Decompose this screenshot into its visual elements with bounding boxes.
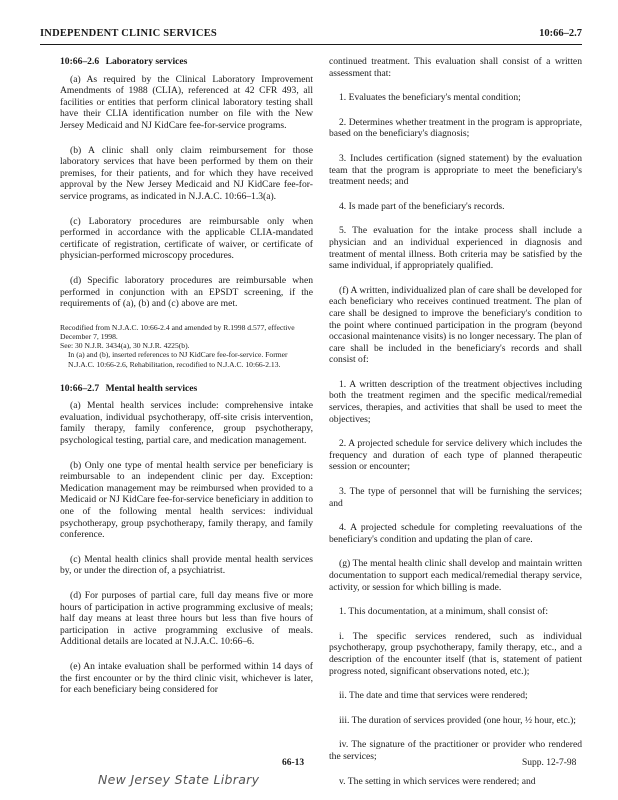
list-item: 2. A projected schedule for service delivery which includes the frequency and duration of each type of planned therapeutic session or encounter; [329, 438, 582, 473]
section-title: Laboratory services [105, 56, 188, 67]
list-item: 2. Determines whether treatment in the program is appropriate, based on the beneficiary's diagnosis; [329, 116, 582, 140]
section-number: 10:66–2.6 [60, 56, 100, 67]
running-header [40, 28, 582, 44]
right-column [329, 56, 582, 800]
supplement-date: Supp. 12-7-98 [522, 758, 577, 768]
library-stamp: New Jersey State Library [98, 772, 260, 787]
history-line: Recodified from N.J.A.C. 10:66-2.4 and amended by R.1998 d.577, effective December 7, 1998. [60, 322, 295, 341]
paragraph: (c) Mental health clinics shall provide mental health services by, or under the direction of, a psychiatrist. [60, 553, 313, 577]
list-item: iii. The duration of services provided (one hour, ½ hour, etc.); [339, 714, 576, 726]
paragraph: (a) Mental health services include: comprehensive intake evaluation, individual psychotherapy, off-site crisis intervention, family therapy, family conference, group psychotherapy, psychological testing, partial care, and medication management. [60, 400, 313, 447]
history-line: In (a) and (b), inserted references to NJ KidCare fee-for-service. Former N.J.A.C. 10:66-2.6, Rehabilitation, recodified to N.J.A.C. 10:66-2.13. [68, 350, 288, 369]
list-item: v. The setting in which services were rendered; and [339, 775, 536, 787]
list-item: 4. A projected schedule for completing reevaluations of the beneficiary's condition and updating the plan of care. [329, 522, 582, 545]
paragraph: (b) A clinic shall only claim reimbursement for those laboratory services that have been performed by them on their premises, for their patients, and for which they have received approval by the New Jersey Medicaid and NJ KidCare fee-for-service programs, as indicated in N.J.A.C. 10:66–1.3(a). [60, 144, 313, 202]
history-line: See: 30 N.J.R. 3434(a), 30 N.J.R. 4225(b). [60, 341, 190, 351]
chapter-title: INDEPENDENT CLINIC SERVICES [40, 28, 217, 39]
header-rule [40, 44, 582, 45]
list-item: ii. The date and time that services were rendered; [339, 690, 528, 702]
paragraph: (g) The mental health clinic shall develop and maintain written documentation to support each medical/remedial therapy service, activity, or session for which billing is made. [329, 558, 582, 593]
list-item: 4. Is made part of the beneficiary's records. [339, 200, 505, 212]
paragraph: (f) A written, individualized plan of care shall be developed for each beneficiary who receives continued treatment. The plan of care shall be designed to improve the beneficiary's condition to the point where continued participation in the program (beyond occasional maintenance visits) is no longer necessary. The plan of care shall be included in the beneficiary's records and shall consist of: [329, 284, 582, 366]
paragraph: (c) Laboratory procedures are reimbursable only when performed in accordance with the applicable CLIA-mandated certificate of registration, certificate of waiver, or certificate of physician-performed microscopy procedures. [60, 215, 313, 262]
list-item: 3. The type of personnel that will be furnishing the services; and [329, 486, 582, 509]
list-item: 3. Includes certification (signed statement) by the evaluation team that the program is appropriate to meet the beneficiary's treatment needs; and [329, 152, 582, 188]
list-item: 1. A written description of the treatment objectives including both the treatment regimen and the specific medical/remedial services, therapies, and activities that shall be used to meet the objectives; [329, 378, 582, 425]
paragraph: (d) For purposes of partial care, full day means five or more hours of participation in active programming exclusive of meals; half day means at least three hours but less than five hours of participation in active programming exclusive of meals. Additional details are located at N.J.A.C. 10:66–6. [60, 590, 313, 648]
list-item: 5. The evaluation for the intake process shall include a physician and an individual experienced in diagnosis and treatment of mental illness. Both criteria may be satisfied by the same individual, if appropriately qualified. [329, 225, 582, 272]
left-column [60, 56, 313, 709]
paragraph: (b) Only one type of mental health service per beneficiary is reimbursable to an independent clinic per day. Exception: Medication management may be reimbursed when provided to a Medicaid or NJ KidCare fee-for-service beneficiary in addition to one of the following mental health services: individual psychotherapy, group psychotherapy, family therapy, and family conference. [60, 459, 313, 541]
list-item: iv. The signature of the practitioner or provider who rendered the services; [329, 739, 582, 762]
section-title: Mental health services [105, 382, 198, 394]
list-item: 1. This documentation, at a minimum, shall consist of: [339, 606, 548, 618]
paragraph: (e) An intake evaluation shall be performed within 14 days of the first encounter or by the third clinic visit, whichever is later, for each beneficiary being considered for [60, 660, 313, 696]
section-heading-lab [60, 56, 313, 68]
paragraph: (d) Specific laboratory procedures are reimbursable when performed in conjunction with an EPSDT screening, if the requirements of (a), (b) and (c) above are met. [60, 274, 313, 310]
list-item: i. The specific services rendered, such as individual psychotherapy, group psychotherapy, family therapy, etc., and a description of the encounter itself (that is, statement of patient progress noted, significant observations noted, etc.); [329, 630, 582, 677]
paragraph: continued treatment. This evaluation shall consist of a written assessment that: [329, 56, 582, 79]
paragraph: (a) As required by the Clinical Laboratory Improvement Amendments of 1988 (CLIA), referenced at 42 CFR 493, all facilities or entities that perform clinical laboratory testing shall have their CLIA identification number on file with the New Jersey Medicaid and NJ KidCare fee-for-service programs. [60, 73, 313, 131]
section-heading-mental-health [60, 383, 313, 395]
list-item: 1. Evaluates the beneficiary's mental condition; [339, 92, 521, 104]
page-number: 66-13 [282, 758, 305, 768]
history-note [60, 323, 313, 369]
section-number: 10:66–2.7 [60, 382, 100, 394]
section-range: 10:66–2.7 [539, 28, 582, 39]
